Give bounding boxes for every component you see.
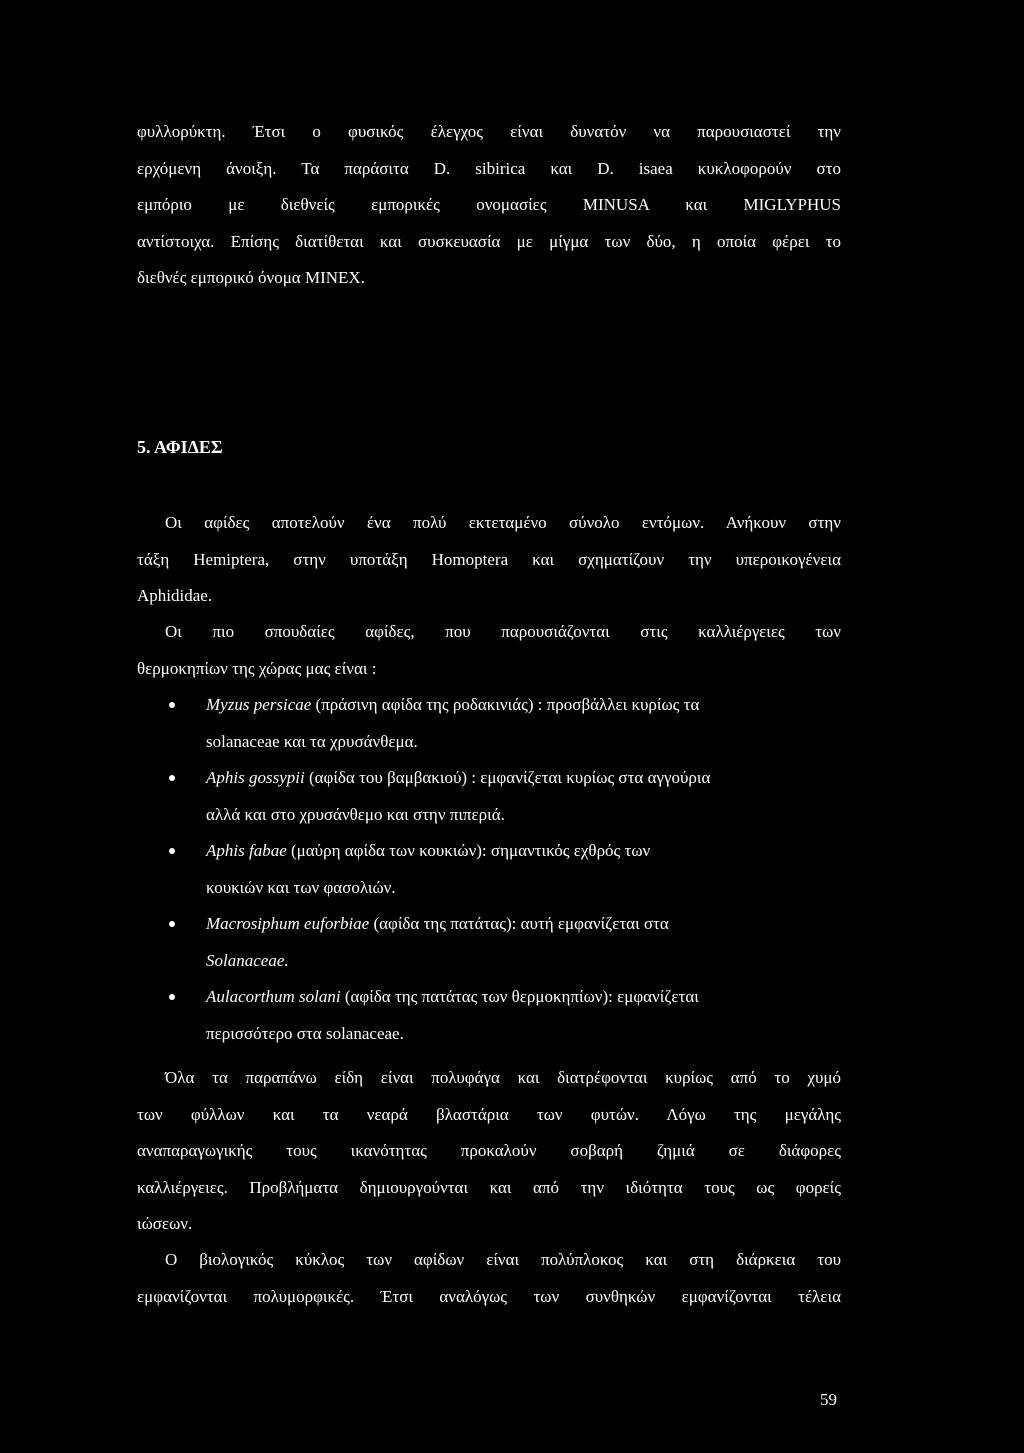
species-line-2: αλλά και στο χρυσάνθεμο και στην πιπεριά. [206, 804, 505, 824]
species-line-2: Solanaceae. [206, 950, 289, 970]
section-heading: 5. ΑΦΙΔΕΣ [137, 437, 223, 457]
species-name: Macrosiphum euforbiae [206, 914, 370, 933]
paragraph-line: Οι αφίδες αποτελούν ένα πολύ εκτεταμένο σύνολο εντόμων. Ανήκουν στην [165, 513, 841, 532]
intro-line: αντίστοιχα. Επίσης διατίθεται και συσκευασία με μίγμα των δύο, η οποία φέρει το [137, 231, 841, 251]
page-number: 59 [820, 1390, 837, 1409]
paragraph-line: αναπαραγωγικής τους ικανότητας προκαλούν σοβαρή ζημιά σε διάφορες [137, 1141, 841, 1160]
species-description: (μαύρη αφίδα των κουκιών): σημαντικός εχθρός των [286, 841, 651, 860]
polyphagous-paragraph [137, 1060, 841, 1243]
paragraph-line: Όλα τα παραπάνω είδη είναι πολυφάγα και διατρέφονται κυρίως από το χυμό [165, 1068, 841, 1087]
species-line-2: κουκιών και των φασολιών. [206, 877, 396, 897]
list-item [137, 687, 841, 760]
bullet-icon [169, 775, 175, 781]
intro-line: εμπόριο με διεθνείς εμπορικές ονομασίες MINUSA και MIGLYPHUS [137, 195, 841, 214]
species-line-1 [206, 979, 841, 1016]
life-cycle-paragraph [137, 1242, 841, 1315]
species-line-1 [206, 906, 841, 943]
intro-line [137, 151, 841, 188]
paragraph-line: Ο βιολογικός κύκλος των αφίδων είναι πολύπλοκος και στη διάρκεια του [165, 1250, 841, 1269]
bullet-icon [169, 848, 175, 854]
bullet-icon [169, 921, 175, 927]
species-name: Aphis fabae [206, 841, 287, 860]
species-line-2: solanaceae και τα χρυσάνθεμα. [206, 731, 418, 751]
important-aphids-paragraph [137, 614, 841, 687]
list-item [137, 833, 841, 906]
paragraph-line: τάξη Hemiptera, στην υποτάξη Homoptera και σχηματίζουν την υπεροικογένεια [137, 549, 841, 569]
species-list [137, 687, 841, 1052]
species-name: Aphis gossypii [206, 768, 305, 787]
intro-paragraph [137, 114, 841, 297]
species-name: Aulacorthum solani [206, 987, 341, 1006]
species-line-1 [206, 833, 841, 870]
species-name: Myzus persicae [206, 695, 312, 714]
list-item [137, 760, 841, 833]
bullet-icon [169, 994, 175, 1000]
species-line-1 [206, 687, 841, 724]
paragraph-line: ιώσεων. [137, 1214, 193, 1233]
species-description: (αφίδα της πατάτας των θερμοκηπίων): εμφανίζεται [340, 987, 699, 1006]
paragraph-line: Οι πιο σπουδαίες αφίδες, που παρουσιάζονται στις καλλιέργειες των [165, 622, 841, 641]
list-item [137, 979, 841, 1052]
paragraph-line: των φύλλων και τα νεαρά βλαστάρια των φυτών. Λόγω της μεγάλης [137, 1104, 841, 1124]
paragraph-line: εμφανίζονται πολυμορφικές. Έτσι αναλόγως των συνθηκών εμφανίζονται τέλεια [137, 1286, 841, 1306]
species-line-2: περισσότερο στα solanaceae. [206, 1023, 404, 1043]
aphids-intro-paragraph [137, 505, 841, 615]
species-description: (αφίδα της πατάτας): αυτή εμφανίζεται στα [369, 914, 669, 933]
intro-line: φυλλορύκτη. Έτσι ο φυσικός έλεγχος είναι δυνατόν να παρουσιαστεί την [137, 122, 841, 141]
list-item [137, 906, 841, 979]
paragraph-line: καλλιέργειες. Προβλήματα δημιουργούνται και από την ιδιότητα τους ως φορείς [137, 1177, 841, 1197]
species-description: (αφίδα του βαμβακιού) : εμφανίζεται κυρίως στα αγγούρια [304, 768, 711, 787]
paragraph-line: θερμοκηπίων της χώρας μας είναι : [137, 658, 377, 678]
bullet-icon [169, 702, 175, 708]
intro-line: διεθνές εμπορικό όνομα MINEX. [137, 268, 365, 287]
species-description: (πράσινη αφίδα της ροδακινιάς) : προσβάλλει κυρίως τα [311, 695, 700, 714]
intro-line-text: ερχόμενη άνοιξη. Τα παράσιτα D. sibirica και D. isaea κυκλοφορούν στο [137, 158, 841, 178]
paragraph-line: Aphididae. [137, 586, 213, 605]
species-line-1 [206, 760, 841, 797]
